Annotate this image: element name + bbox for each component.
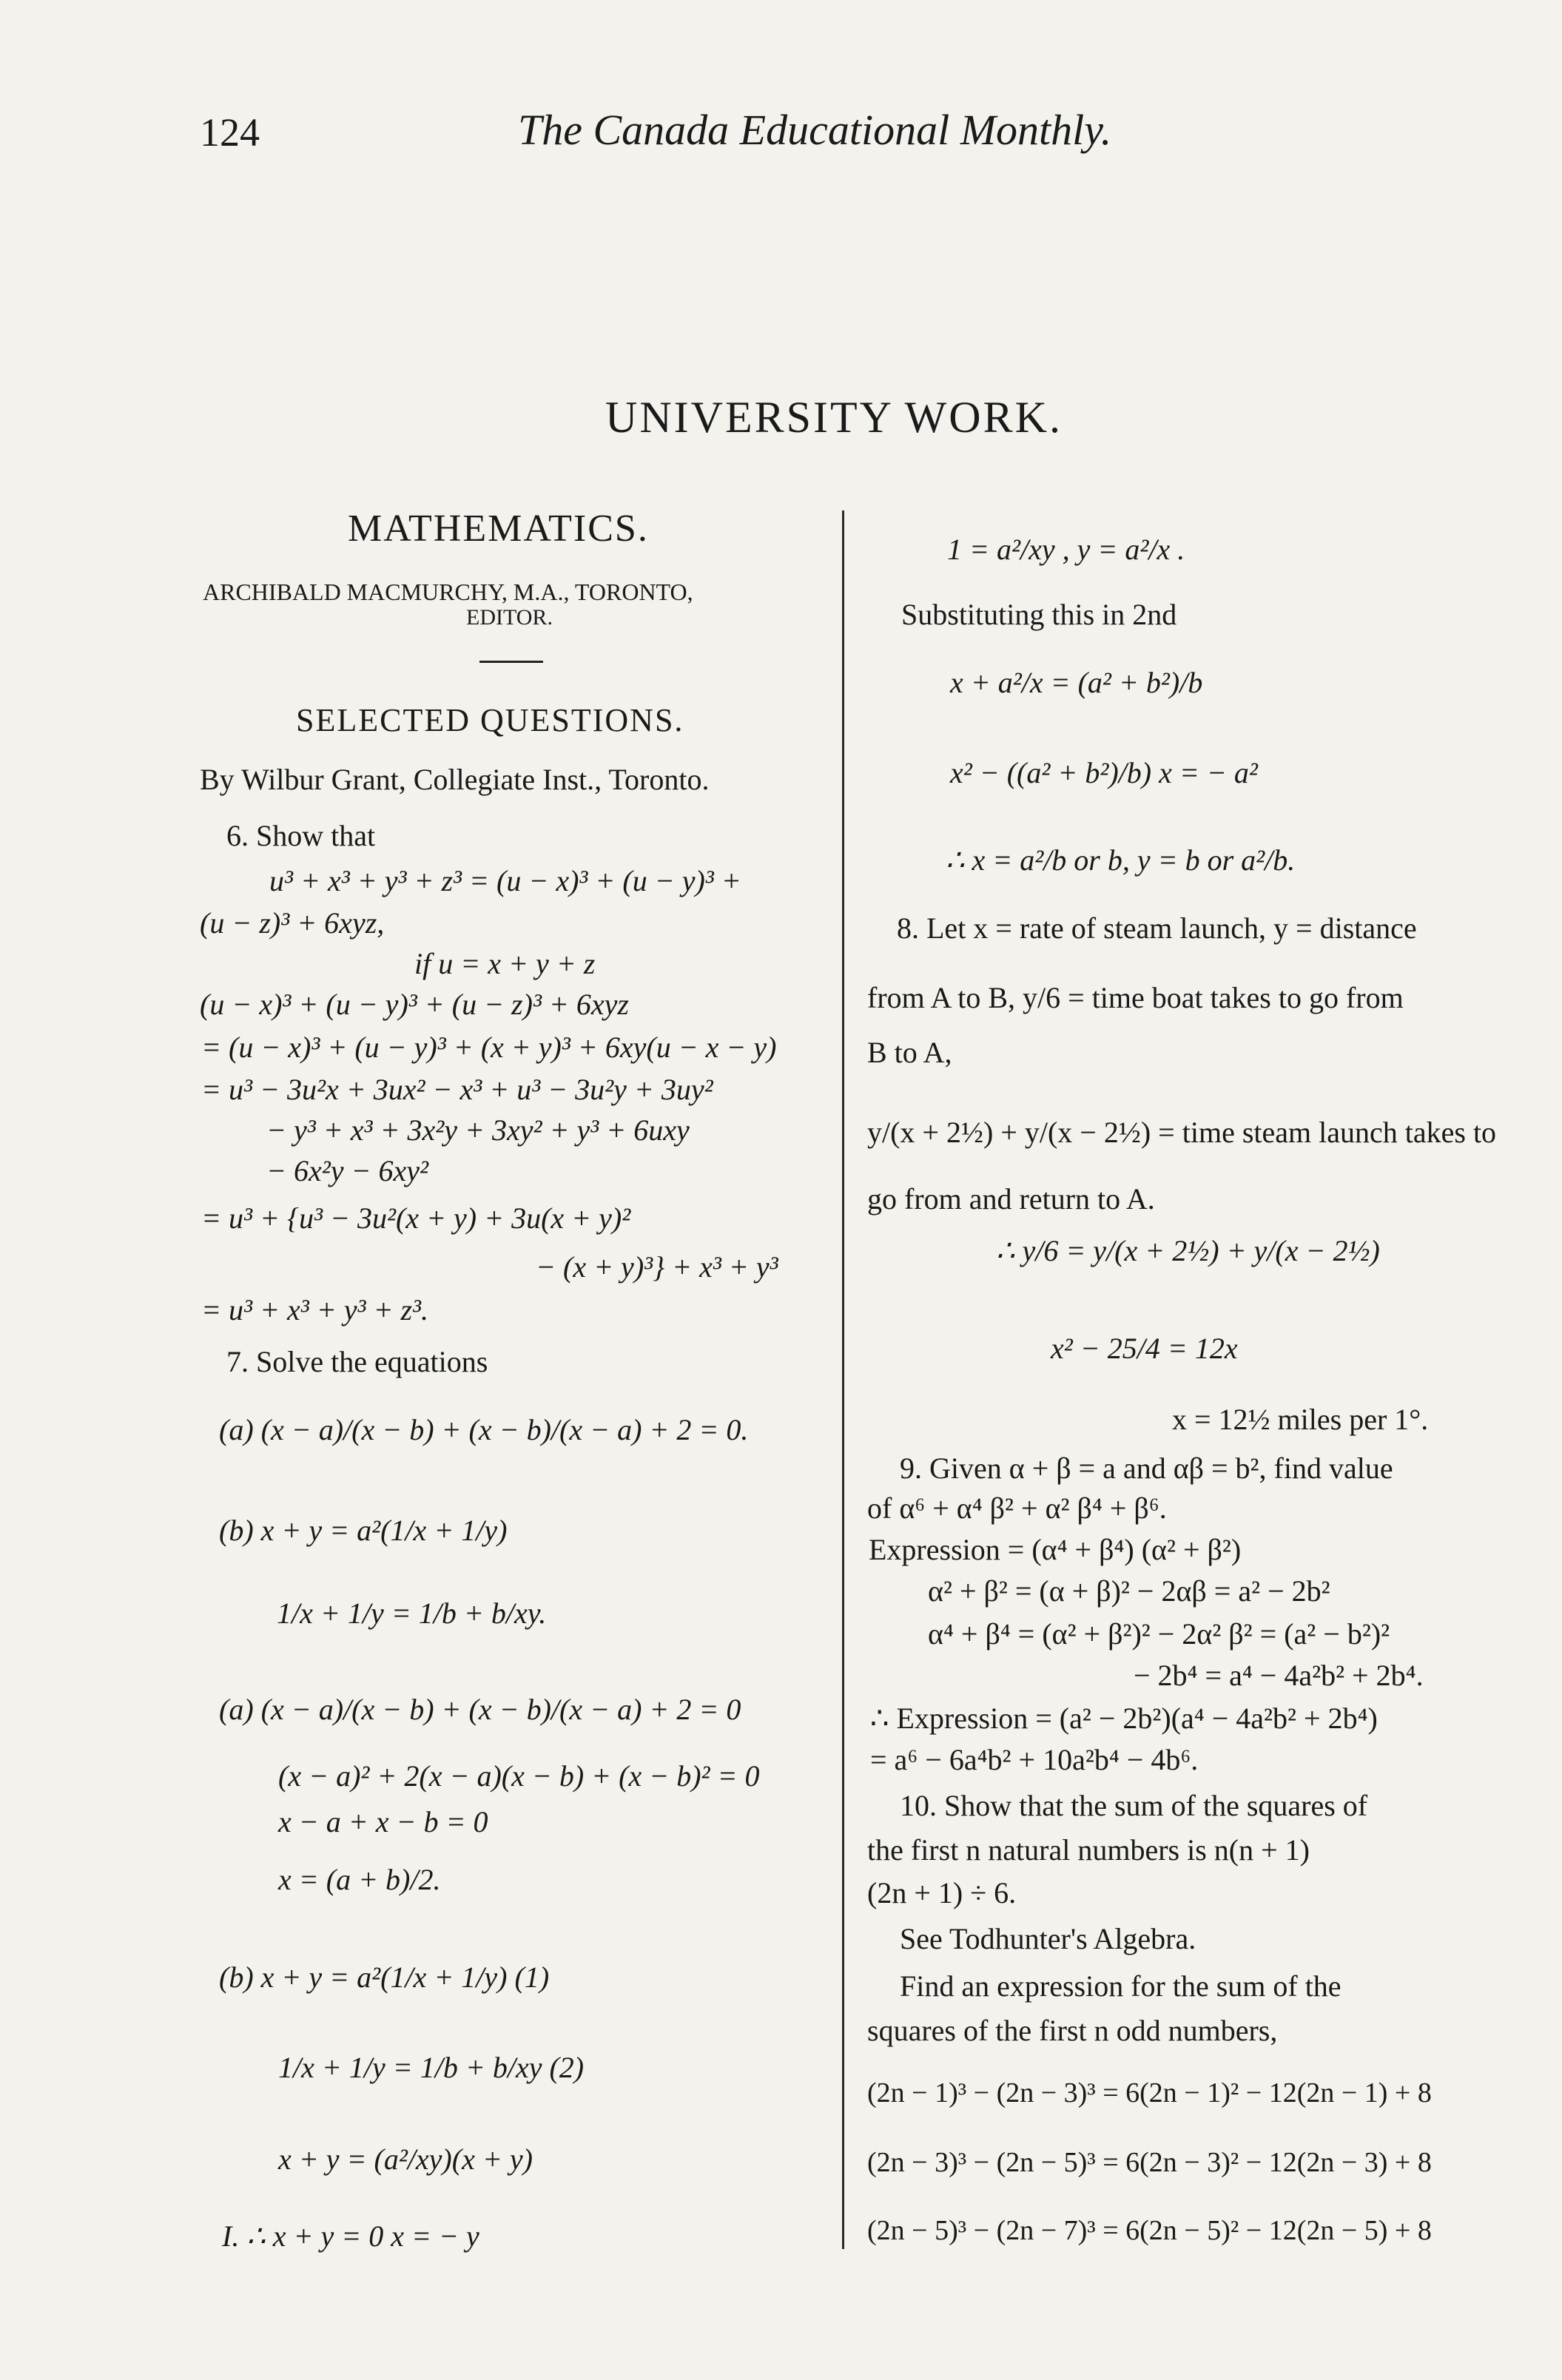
left-line: = (u − x)³ + (u − y)³ + (x + y)³ + 6xy(u − x − y) xyxy=(201,1031,777,1064)
right-line: Substituting this in 2nd xyxy=(901,598,1177,631)
right-line: 9. Given α + β = a and αβ = b², find value xyxy=(900,1452,1393,1485)
left-line: = u³ + x³ + y³ + z³. xyxy=(201,1293,429,1326)
right-line: B to A, xyxy=(867,1036,952,1069)
right-line: x + a²/x = (a² + b²)/b xyxy=(950,666,1203,699)
page-number: 124 xyxy=(200,110,260,155)
left-line: 1/x + 1/y = 1/b + b/xy. xyxy=(277,1597,547,1630)
left-line: (u − x)³ + (u − y)³ + (u − z)³ + 6xyz xyxy=(200,988,629,1021)
left-line: 6. Show that xyxy=(226,819,376,852)
left-line: (x − a)² + 2(x − a)(x − b) + (x − b)² = 0 xyxy=(278,1759,760,1793)
right-line: − 2b⁴ = a⁴ − 4a²b² + 2b⁴. xyxy=(1134,1659,1424,1692)
right-line: from A to B, y/6 = time boat takes to go from xyxy=(867,981,1404,1014)
right-line: 10. Show that the sum of the squares of xyxy=(900,1789,1368,1822)
left-line: − y³ + x³ + 3x²y + 3xy² + y³ + 6uxy xyxy=(266,1113,690,1147)
right-line: (2n − 5)³ − (2n − 7)³ = 6(2n − 5)² − 12(2n − 5) + 8 xyxy=(867,2215,1432,2246)
right-line: (2n − 1)³ − (2n − 3)³ = 6(2n − 1)² − 12(2n − 1) + 8 xyxy=(867,2077,1432,2108)
right-line: y/(x + 2½) + y/(x − 2½) = time steam launch takes to xyxy=(867,1116,1497,1149)
right-line: squares of the first n odd numbers, xyxy=(867,2014,1278,2047)
left-line: (b) x + y = a²(1/x + 1/y) xyxy=(219,1514,508,1547)
right-line: ∴ x = a²/b or b, y = b or a²/b. xyxy=(946,843,1296,877)
left-line: (a) (x − a)/(x − b) + (x − b)/(x − a) + 2 = 0. xyxy=(219,1413,749,1446)
left-line: 7. Solve the equations xyxy=(226,1345,488,1378)
left-line: (b) x + y = a²(1/x + 1/y) (1) xyxy=(219,1961,550,1994)
right-line: ∴ Expression = (a² − 2b²)(a⁴ − 4a²b² + 2b⁴) xyxy=(870,1702,1378,1735)
left-line: − 6x²y − 6xy² xyxy=(266,1154,428,1187)
right-line: Expression = (α⁴ + β⁴) (α² + β²) xyxy=(869,1533,1242,1566)
column-divider xyxy=(842,510,844,2249)
left-line: = u³ − 3u²x + 3ux² − x³ + u³ − 3u²y + 3uy² xyxy=(201,1073,713,1106)
left-line: (u − z)³ + 6xyz, xyxy=(200,906,385,940)
right-line: the first n natural numbers is n(n + 1) xyxy=(867,1833,1310,1867)
right-line: x = 12½ miles per 1°. xyxy=(1172,1403,1429,1436)
left-line: 1/x + 1/y = 1/b + b/xy (2) xyxy=(278,2051,585,2084)
mathematics-heading: MATHEMATICS. xyxy=(348,508,649,550)
left-line: if u = x + y + z xyxy=(414,947,596,980)
right-line: α² + β² = (α + β)² − 2αβ = a² − 2b² xyxy=(928,1574,1330,1608)
right-line: 8. Let x = rate of steam launch, y = distance xyxy=(897,911,1417,945)
right-line: (2n − 3)³ − (2n − 5)³ = 6(2n − 3)² − 12(2n − 3) + 8 xyxy=(867,2147,1432,2178)
left-line: − (x + y)³} + x³ + y³ xyxy=(536,1250,778,1284)
section-title: UNIVERSITY WORK. xyxy=(605,393,1063,442)
right-line: (2n + 1) ÷ 6. xyxy=(867,1876,1017,1909)
selected-questions-heading: SELECTED QUESTIONS. xyxy=(296,702,684,738)
right-line: = a⁶ − 6a⁴b² + 10a²b⁴ − 4b⁶. xyxy=(870,1743,1199,1776)
right-line: 1 = a²/xy , y = a²/x . xyxy=(947,533,1185,566)
left-line: x − a + x − b = 0 xyxy=(278,1805,488,1838)
editor-line-2: EDITOR. xyxy=(466,605,553,630)
left-line: x + y = (a²/xy)(x + y) xyxy=(278,2143,533,2176)
journal-title: The Canada Educational Monthly. xyxy=(518,106,1112,154)
right-line: of α⁶ + α⁴ β² + α² β⁴ + β⁶. xyxy=(867,1491,1167,1525)
right-line: x² − 25/4 = 12x xyxy=(1051,1332,1238,1365)
editor-line-1: ARCHIBALD MACMURCHY, M.A., TORONTO, xyxy=(203,579,693,605)
left-line: u³ + x³ + y³ + z³ = (u − x)³ + (u − y)³ + xyxy=(269,864,741,897)
right-line: α⁴ + β⁴ = (α² + β²)² − 2α² β² = (a² − b²)² xyxy=(928,1617,1390,1651)
left-line: (a) (x − a)/(x − b) + (x − b)/(x − a) + 2 = 0 xyxy=(219,1693,741,1726)
right-line: ∴ y/6 = y/(x + 2½) + y/(x − 2½) xyxy=(996,1234,1380,1267)
right-line: go from and return to A. xyxy=(867,1182,1155,1216)
byline: By Wilbur Grant, Collegiate Inst., Toronto. xyxy=(200,763,710,796)
editor-rule xyxy=(479,661,543,663)
left-line: = u³ + {u³ − 3u²(x + y) + 3u(x + y)² xyxy=(201,1201,631,1235)
right-line: Find an expression for the sum of the xyxy=(900,1969,1341,2003)
right-line: x² − ((a² + b²)/b) x = − a² xyxy=(950,756,1258,789)
left-line: x = (a + b)/2. xyxy=(278,1863,441,1896)
left-line: I. ∴ x + y = 0 x = − y xyxy=(222,2219,479,2253)
right-line: See Todhunter's Algebra. xyxy=(900,1922,1196,1955)
